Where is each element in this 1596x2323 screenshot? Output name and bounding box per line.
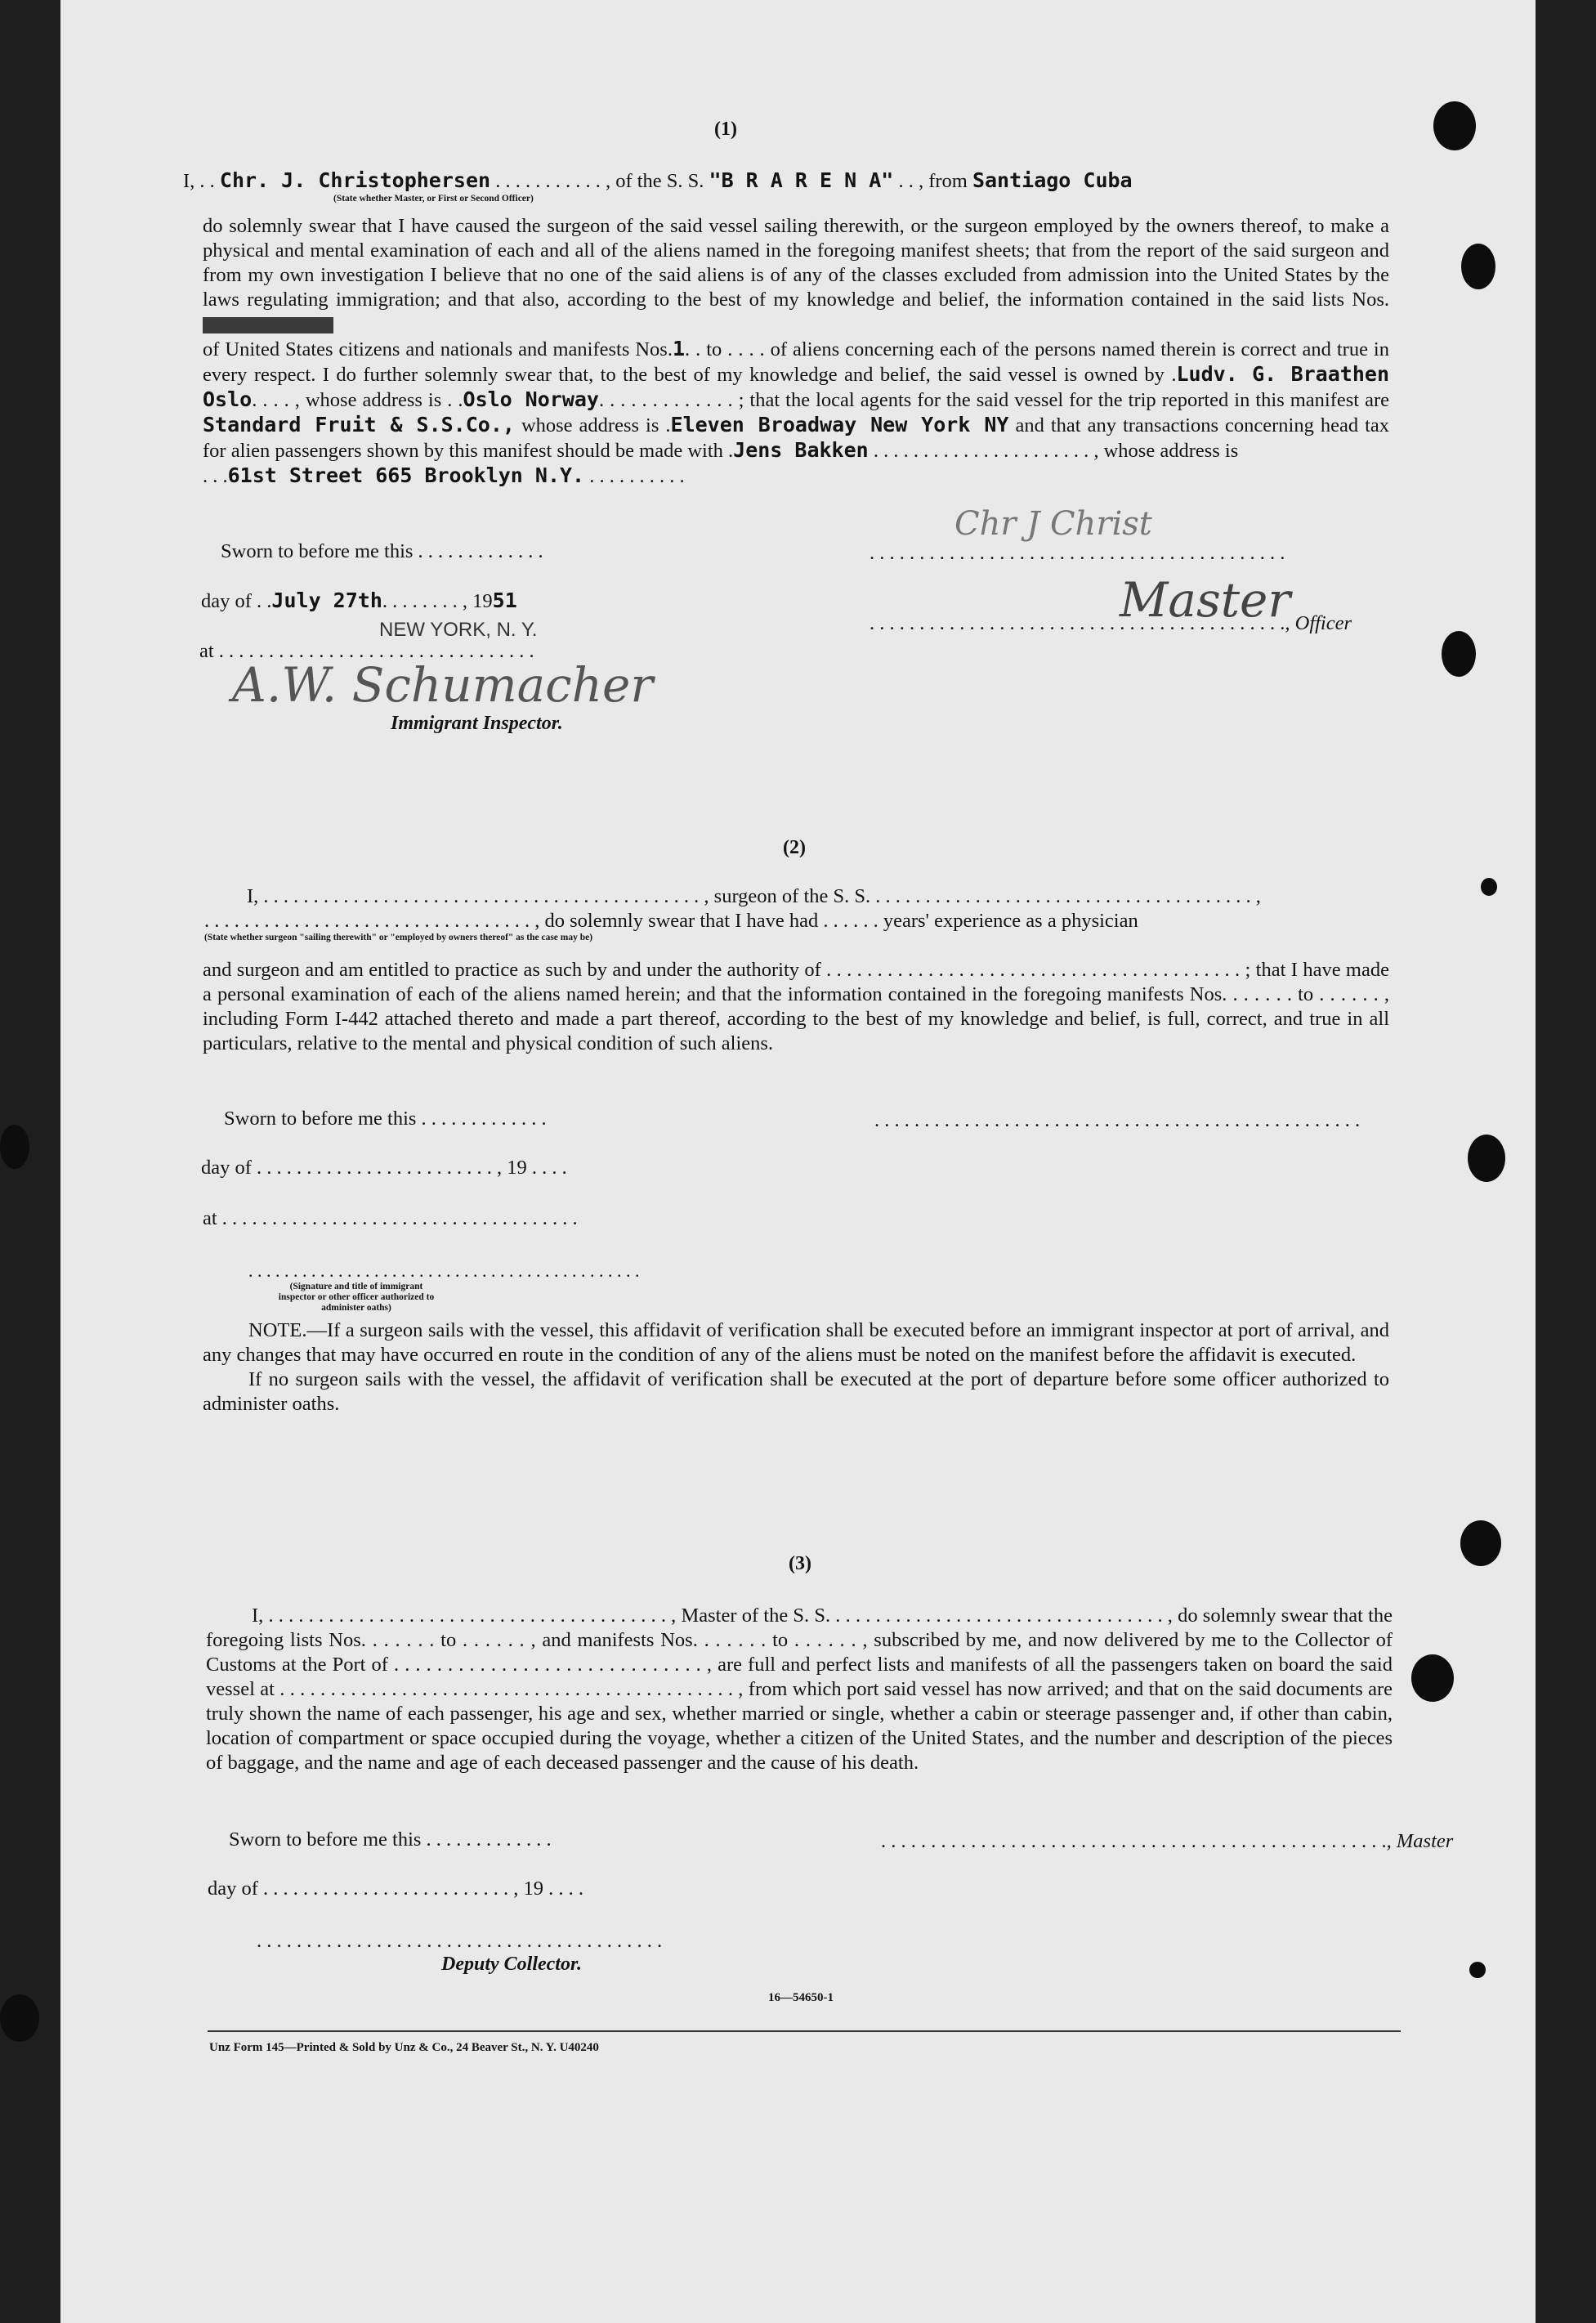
section1-para-a: do solemnly swear that I have caused the surgeon of the said vessel sailing therewith, or the surgeon employed by the owners thereof, to make a physical and mental examination of each and all of the aliens named in the foregoing manifest sheets; that from the report of the said surgeon and from my own investigation I believe that no one of the said aliens is of any of the classes excluded from admission into the United States by the laws regulating immigration; and that also, according to the best of my knowledge and belief, the information contained in the said lists Nos. — [203, 215, 1389, 311]
inspector-signature-dots-2: . . . . . . . . . . . . . . . . . . . . . . . . . . . . . . . . . . . . . . . . . . . . — [248, 1260, 640, 1281]
day-line-2: day of . . . . . . . . . . . . . . . . . . . . . . . . , 19 . . . . — [201, 1157, 567, 1179]
city-stamp: NEW YORK, N. Y. — [379, 619, 538, 641]
binder-hole — [1461, 244, 1495, 289]
inspector-label: Immigrant Inspector. — [391, 713, 563, 734]
ship-name: "B R A R E N A" — [709, 168, 894, 192]
master-signature-dots: . . . . . . . . . . . . . . . . . . . . . . . . . . . . . . . . . . . . . . . . . . — [870, 542, 1285, 564]
collector-signature-dots: . . . . . . . . . . . . . . . . . . . . . . . . . . . . . . . . . . . . . . . . . — [257, 1930, 663, 1952]
master-name: Chr. J. Christophersen — [219, 168, 491, 192]
inspector-note-2: (Signature and title of immigrant inspector or other officer authorized to administer oaths) — [278, 1282, 435, 1313]
binder-hole — [0, 1994, 39, 2042]
master-signature-dots-3 — [881, 1829, 1453, 1854]
section3-body: I, . . . . . . . . . . . . . . . . . . . . . . . . . . . . . . . . . . . . . . . . , Master of the S. S. . . . . . . . . . . . . . . . . . . . . . . . . . . . . . . . . . , do solemnly swear that the foregoing lists Nos. . . . . . . to . . . . . . , and manifests Nos. . . . . . . to . . . . . . , subscribed by me, and now delivered by me to the Collector of Customs at the Port of . . . . . . . . . . . . . . . . . . . . . . . . . . . . . , are full and perfect lists and manifests of all the passengers taken on board the said vessel at . . . . . . . . . . . . . . . . . . . . . . . . . . . . . . . . . . . . . . . . . . . . . , from which port said vessel has now arrived; and that on the said documents are truly shown the name of each passenger, his age and sex, whether married or single, whether a cabin or steerage passenger and, if other than cabin, location of compartment or space occupied during the voyage, whether a citizen of the United States, and the number and description of the pieces of baggage, and the name and age of each deceased passenger and the cause of his death. — [206, 1605, 1393, 1774]
binder-hole — [1481, 878, 1497, 896]
dots: . . . . . . . . . . . . . . . . . . . . . . . . . . . . . . . . . . . . . . . . . . — [870, 612, 1285, 634]
dots: . . . . . . . . . . — [589, 465, 685, 487]
binder-hole — [1469, 1962, 1486, 1978]
binder-hole — [1411, 1654, 1454, 1702]
redacted-mark — [203, 317, 333, 333]
surgeon-line-1: I, . . . . . . . . . . . . . . . . . . . . . . . . . . . . . . . . . . . . . . . . . . . . , surgeon of the S. S. . . . . . . . . . . . . . . . . . . . . . . . . . . . . . . . . . . . . . . , — [247, 885, 1261, 907]
sworn-date: July 27th — [271, 589, 382, 612]
section2-note — [203, 1318, 1389, 1417]
surgeon-note: (State whether surgeon "sailing therewith" or "employed by owners thereof" as the case may be) — [204, 933, 593, 942]
head-tax-address: 61st Street 665 Brooklyn N.Y. — [227, 463, 585, 487]
section1-para-d2: and that any transactions concerning head tax for alien passengers shown by this manifest should be made with . — [203, 414, 1390, 462]
note-paragraph-1: NOTE.—If a surgeon sails with the vessel, this affidavit of verification shall be executed before an immigrant inspector at port of arrival, and any changes that may have occurred en route in the condition of any of the aliens must be noted on the manifest before the affidavit is executed. — [203, 1319, 1389, 1366]
of-ss-label: , of the S. S. — [605, 170, 704, 192]
section1-body — [203, 214, 1389, 489]
note-paragraph-2: If no surgeon sails with the vessel, the affidavit of verification shall be executed at the port of departure before some officer authorized to administer oaths. — [203, 1368, 1389, 1415]
owner-address: Oslo Norway — [463, 387, 599, 411]
section1-para-e: . . . . . . . . . . . . . . . . . . . . . . , whose address is — [873, 440, 1239, 462]
master-label: , Master — [1386, 1830, 1454, 1852]
sworn-line-2: Sworn to before me this . . . . . . . . . . . . . — [224, 1108, 547, 1130]
master-note: (State whether Master, or First or Second Officer) — [333, 194, 534, 204]
intro-text: I, . . — [183, 170, 215, 192]
section-number-1: (1) — [714, 119, 737, 140]
sworn-line-3: Sworn to before me this . . . . . . . . . . . . . — [229, 1828, 552, 1851]
sworn-line-1: Sworn to before me this . . . . . . . . . . . . . — [221, 540, 543, 562]
binder-hole — [1433, 101, 1476, 150]
head-tax-contact: Jens Bakken — [733, 438, 869, 462]
local-agent: Standard Fruit & S.S.Co., — [203, 413, 515, 436]
section1-para-c2: . . . . . . . . . . . . . ; that the local agents for the said vessel for the trip reported in this manifest are — [598, 389, 1390, 411]
master-handwritten: Master — [1120, 572, 1291, 628]
collector-label: Deputy Collector. — [441, 1954, 582, 1975]
binder-hole — [1460, 1520, 1501, 1566]
departure-port: Santiago Cuba — [972, 168, 1133, 192]
at-line-1: at . . . . . . . . . . . . . . . . . . . . . . . . . . . . . . . . — [199, 640, 534, 662]
master-signature: Chr J Christ — [954, 505, 1152, 543]
surgeon-line-2: . . . . . . . . . . . . . . . . . . . . . . . . . . . . . . . . . , do solemnly swear that I have had . . . . . . years' experience as a physician — [204, 910, 1138, 932]
sworn-year: 51 — [492, 589, 517, 612]
section-number-3: (3) — [789, 1553, 811, 1574]
binder-hole — [1468, 1135, 1505, 1182]
sworn-date-line — [201, 589, 517, 614]
section1-para-b2: . . to . . . . of aliens concerning each of the persons named therein is correct and true in every respect. I do further solemnly swear that, to the best of my knowledge and belief, the said vessel is owned by . — [203, 338, 1389, 386]
from-label: . . , from — [898, 170, 968, 192]
footer-rule — [208, 2030, 1401, 2032]
document-page — [60, 0, 1536, 2323]
section1-para-b: of United States citizens and nationals and manifests Nos. — [203, 338, 673, 360]
section-number-2: (2) — [783, 837, 806, 858]
manifest-number: 1 — [672, 337, 686, 360]
section1-para-c: . . . . , whose address is . . — [252, 389, 463, 411]
dots: . . . — [203, 465, 228, 487]
binder-hole — [1442, 631, 1476, 677]
vessel-owner: Ludv. G. Braathen Oslo — [203, 362, 1389, 411]
dots: . . . . . . . . . . . — [495, 170, 601, 192]
at-line-2: at . . . . . . . . . . . . . . . . . . . . . . . . . . . . . . . . . . . . — [203, 1207, 578, 1229]
day-line-3: day of . . . . . . . . . . . . . . . . . . . . . . . . . , 19 . . . . — [208, 1878, 584, 1900]
inspector-signature: A.W. Schumacher — [232, 657, 654, 713]
binder-hole — [0, 1125, 29, 1169]
section2-body: and surgeon and am entitled to practice as such by and under the authority of . . . . . . . . . . . . . . . . . . . . . . . . . . . . . . . . . . . . . . . . . ; that I have made a personal examination of each of the aliens named herein; and that the information contained in the foregoing manifests Nos. . . . . . . to . . . . . . , including Form I-442 attached thereto and made a part thereof, according to the best of my knowledge and belief, is full, correct, and true in all particulars, relative to the mental and physical condition of such aliens. — [203, 959, 1389, 1054]
printer-line: Unz Form 145—Printed & Sold by Unz & Co., 24 Beaver St., N. Y. U40240 — [209, 2041, 599, 2054]
master-line — [183, 168, 1133, 194]
day-label: day of . . — [201, 590, 272, 612]
form-number: 16—54650-1 — [768, 1991, 834, 2004]
officer-label: , Officer — [1285, 612, 1352, 634]
dots: . . . . . . . . , 19 — [382, 590, 493, 612]
section1-para-d: whose address is . — [521, 414, 671, 436]
surgeon-signature-dots: . . . . . . . . . . . . . . . . . . . . . . . . . . . . . . . . . . . . . . . . . . . . . . . . . — [874, 1109, 1361, 1131]
agent-address: Eleven Broadway New York NY — [670, 413, 1009, 436]
dots: . . . . . . . . . . . . . . . . . . . . . . . . . . . . . . . . . . . . . . . . . . . . . . . . . . . — [881, 1830, 1387, 1852]
